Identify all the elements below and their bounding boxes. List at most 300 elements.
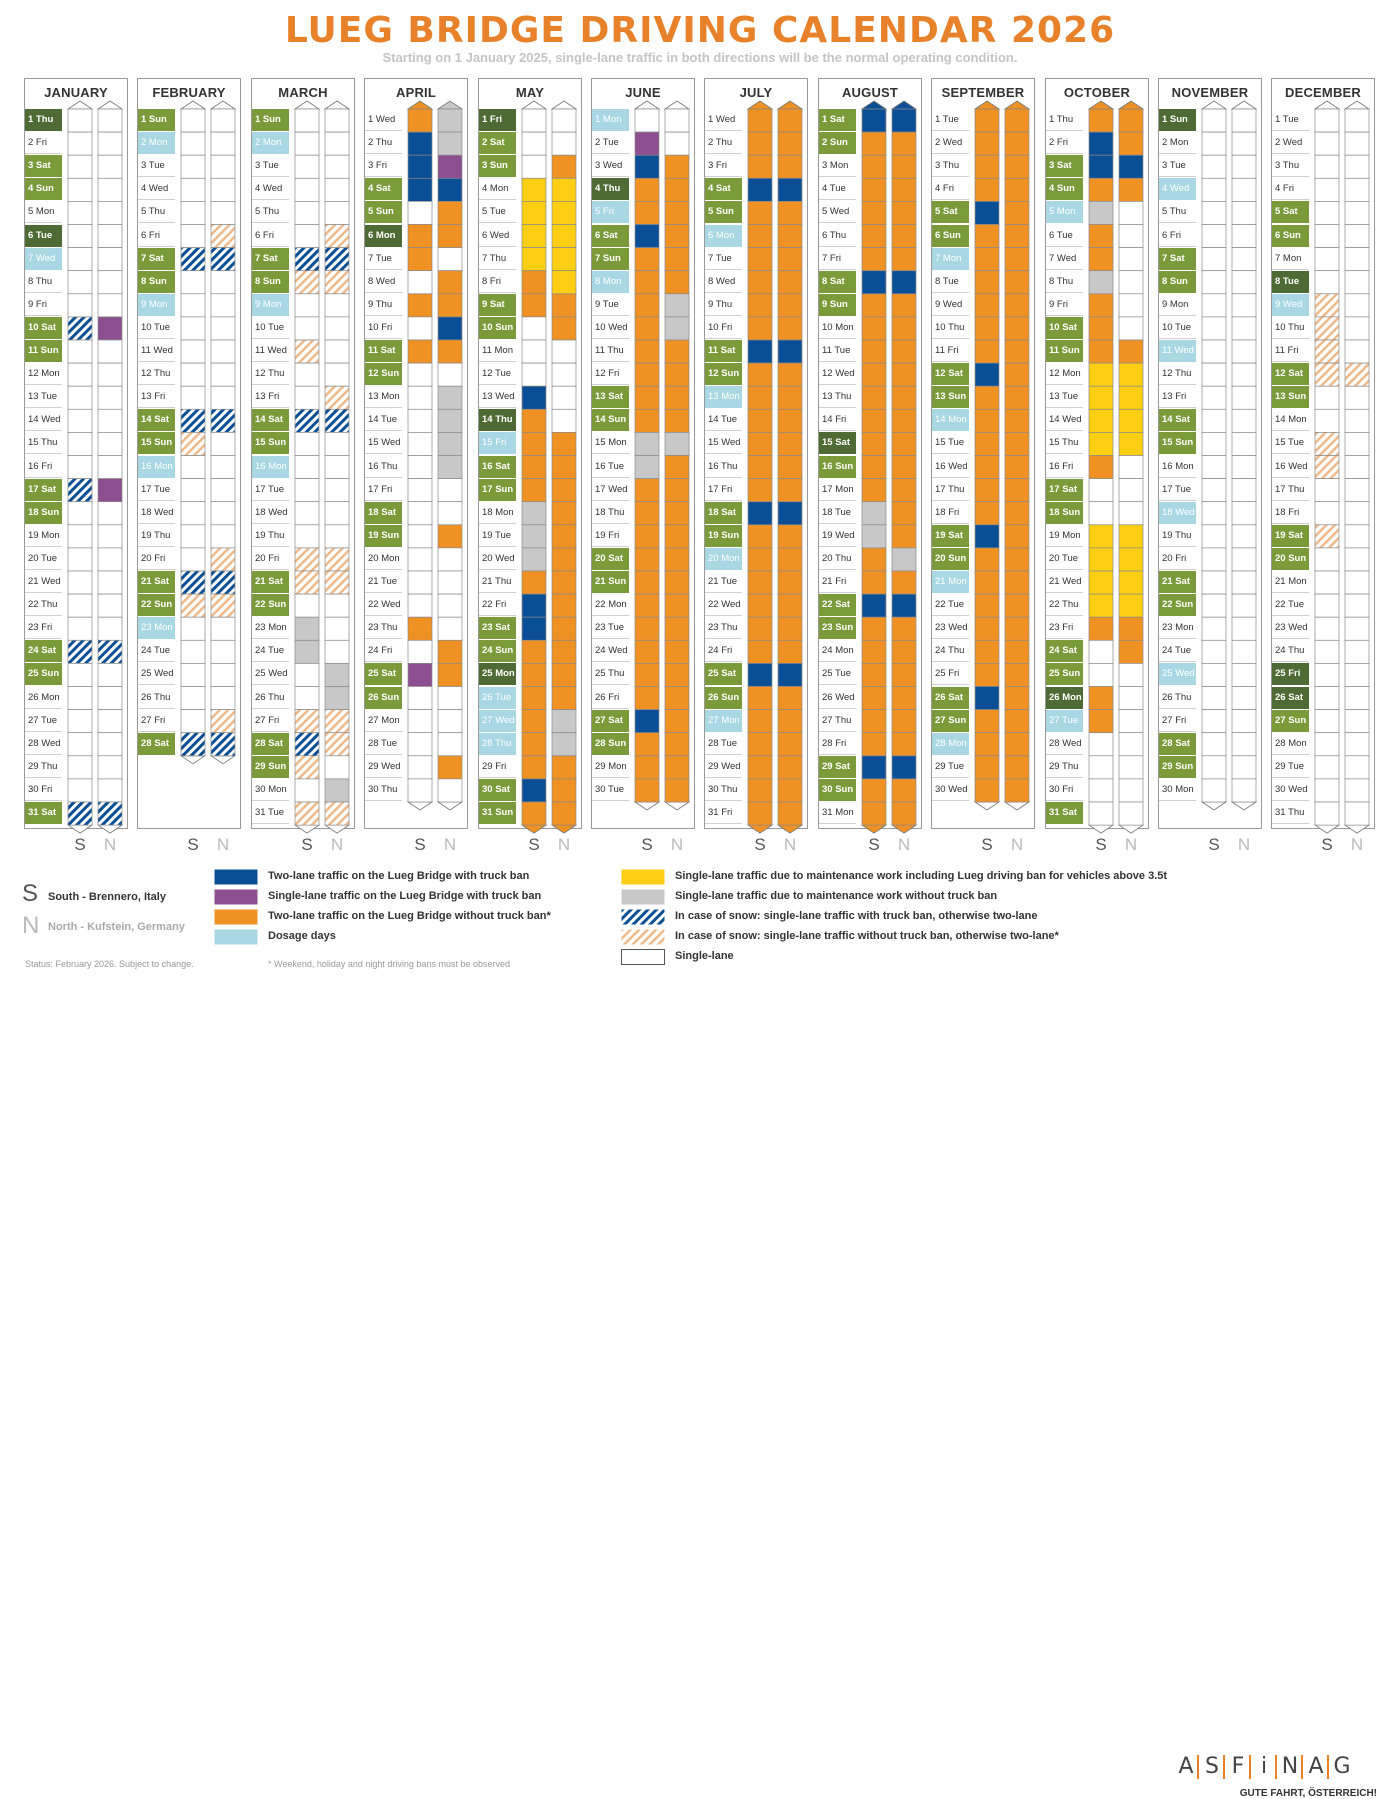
lane-cell-s [295,225,319,248]
lane-cell-s [181,132,205,155]
lane-cell-s [1202,432,1226,455]
day-label: 18 Sun [25,502,62,524]
day-label: 28 Tue [365,733,402,755]
lane-cell-n [552,663,576,686]
legend-swatch-fill [622,870,665,885]
lane-cell-n [1345,640,1369,663]
lane-cell-s [975,479,999,502]
day-label: 18 Thu [592,502,629,524]
day-label: 11 Sun [25,340,62,362]
lane-columns [1271,78,1375,848]
lane-cell-n [665,317,689,340]
day-label: 24 Sat [1046,640,1083,662]
lane-cell-n [892,640,916,663]
legend-label: Two-lane traffic on the Lueg Bridge without truck ban* [268,910,551,922]
page-subtitle: Starting on 1 January 2025, single-lane traffic in both directions will be the normal operating condition. [382,50,1018,65]
day-label: 12 Sat [1272,363,1309,385]
lane-cell-n [665,225,689,248]
lane-cell-n [665,155,689,178]
day-label: 21 Sat [1159,571,1196,593]
lane-columns [137,78,241,848]
day-label: 23 Thu [705,617,742,639]
lane-cell-n [1119,456,1143,479]
day-label: 19 Thu [1159,525,1196,547]
day-label: 27 Fri [1159,710,1196,732]
lane-cell-s [748,409,772,432]
day-label: 15 Tue [1272,432,1309,454]
day-label: 13 Fri [138,386,175,408]
day-label: 11 Mon [479,340,516,362]
day-label: 17 Mon [819,479,856,501]
lane-cell-n [1005,109,1029,132]
lane-cell-s [1089,340,1113,363]
lane-cell-s [975,456,999,479]
legend-swatch [214,909,258,925]
lane-cell-s [635,409,659,432]
lane-cell-s [295,363,319,386]
lane-columns [364,78,468,848]
day-label: 11 Wed [252,340,289,362]
day-label: 25 Wed [1159,663,1196,685]
lane-cell-s [635,663,659,686]
logo-letter: i [1253,1755,1277,1779]
lane-cell-s [1315,617,1339,640]
day-label: 22 Sun [1159,594,1196,616]
day-label: 3 Tue [252,155,289,177]
lane-cell-s [181,525,205,548]
day-label: 26 Thu [1159,687,1196,709]
day-label: 14 Sat [252,409,289,431]
day-label: 19 Tue [479,525,516,547]
lane-cell-n [892,687,916,710]
lane-cell-n [98,155,122,178]
day-label: 28 Mon [1272,733,1309,755]
lane-cell-n [1119,317,1143,340]
lane-cell-s [748,640,772,663]
day-label: 20 Sat [592,548,629,570]
lane-cell-n [892,155,916,178]
lane-cell-n [892,779,916,802]
lane-cell-n [892,317,916,340]
day-label: 14 Fri [819,409,856,431]
lane-cell-s [862,687,886,710]
lane-cell-n [438,386,462,409]
day-label: 31 Sat [1046,802,1083,824]
lane-cell-s [975,225,999,248]
lane-cell-n [1005,178,1029,201]
lane-cell-n [438,132,462,155]
day-label: 4 Mon [479,178,516,200]
lane-cell-s [522,201,546,224]
lane-bottom-cap-n [1345,825,1369,833]
lane-cell-n [665,294,689,317]
month-name: NOVEMBER [1171,85,1249,100]
lane-cell-s [295,710,319,733]
lane-cell-n [665,109,689,132]
day-label: 19 Mon [1046,525,1083,547]
day-label: 26 Thu [252,687,289,709]
direction-axis [818,835,922,859]
lane-bottom-cap-n [1005,802,1029,810]
lane-cell-n [778,687,802,710]
day-label: 18 Sat [705,502,742,524]
lane-bottom-cap-n [211,756,235,764]
lane-cell-n [438,294,462,317]
day-label: 29 Fri [479,756,516,778]
lane-cell-n [665,687,689,710]
lane-cell-n [98,687,122,710]
lane-cell-n [665,710,689,733]
lane-cell-s [1089,386,1113,409]
lane-cell-s [975,779,999,802]
lane-cell-n [438,248,462,271]
lane-cell-s [862,409,886,432]
lane-cell-s [522,594,546,617]
day-label: 29 Wed [365,756,402,778]
day-label: 23 Fri [25,617,62,639]
lane-cell-n [325,132,349,155]
lane-cell-s [295,571,319,594]
lane-cell-n [325,294,349,317]
lane-cell-s [862,640,886,663]
lane-cell-s [862,271,886,294]
lane-cell-s [1315,432,1339,455]
lane-cell-n [665,548,689,571]
lane-cell-s [862,710,886,733]
lane-cell-s [748,594,772,617]
day-label: 15 Mon [592,432,629,454]
lane-cell-s [1089,502,1113,525]
day-label: 23 Sat [479,617,516,639]
lane-cell-n [665,432,689,455]
day-label: 17 Tue [1159,479,1196,501]
legend-swatch [621,889,665,905]
lane-cell-s [1315,225,1339,248]
lane-cell-n [1345,386,1369,409]
day-label: 1 Thu [25,109,62,131]
day-label: 13 Fri [1159,386,1196,408]
month-march [251,78,355,828]
lane-cell-s [748,617,772,640]
lane-cell-n [1119,178,1143,201]
lane-cell-s [1202,687,1226,710]
lane-cell-s [862,502,886,525]
axis-north-label: N [1124,835,1138,854]
lane-cell-s [862,340,886,363]
day-label: 19 Sat [1272,525,1309,547]
lane-cell-n [1119,155,1143,178]
lane-cell-s [408,201,432,224]
lane-cell-n [552,502,576,525]
month-name: JANUARY [44,85,108,100]
lane-cell-s [181,340,205,363]
lane-columns [478,78,582,848]
day-label: 4 Tue [819,178,856,200]
day-label: 1 Sat [819,109,856,131]
day-label: 30 Tue [592,779,629,801]
lane-cell-n [892,802,916,825]
day-label: 27 Tue [25,710,62,732]
lane-cell-n [211,710,235,733]
lane-cell-n [438,479,462,502]
lane-cell-s [1202,409,1226,432]
lane-top-cap-n [778,101,802,109]
lane-cell-n [98,340,122,363]
day-label: 31 Sun [479,802,516,824]
day-label: 25 Thu [592,663,629,685]
lane-cell-s [181,432,205,455]
day-label: 3 Tue [138,155,175,177]
lane-bottom-cap-s [1315,825,1339,833]
lane-cell-n [778,456,802,479]
lane-cell-s [862,617,886,640]
day-label: 29 Wed [705,756,742,778]
axis-north-label: N [1237,835,1251,854]
lane-cell-s [862,201,886,224]
lane-cell-n [211,132,235,155]
lane-cell-n [778,640,802,663]
day-label: 6 Fri [138,225,175,247]
lane-cell-n [1345,663,1369,686]
lane-cell-s [1089,779,1113,802]
lane-cell-n [1232,456,1256,479]
lane-cell-s [975,502,999,525]
lane-cell-n [892,663,916,686]
day-label: 26 Sat [932,687,969,709]
day-label: 14 Thu [479,409,516,431]
lane-cell-n [778,271,802,294]
lane-cell-n [211,294,235,317]
lane-cell-s [975,640,999,663]
day-label: 4 Sat [365,178,402,200]
lane-cell-n [325,640,349,663]
axis-south-label: S [1321,835,1333,854]
lane-cell-n [1232,132,1256,155]
lane-cell-n [552,710,576,733]
lane-cell-s [1202,456,1226,479]
lane-top-cap-n [211,101,235,109]
lane-cell-n [552,294,576,317]
lane-cell-s [408,525,432,548]
lane-cell-n [552,756,576,779]
month-august [818,78,922,828]
day-label: 25 Sat [705,663,742,685]
lane-cell-n [325,617,349,640]
lane-cell-s [635,594,659,617]
lane-cell-n [665,525,689,548]
lane-cell-s [181,479,205,502]
lane-cell-s [748,109,772,132]
lane-cell-s [748,363,772,386]
day-label: 19 Sun [705,525,742,547]
lane-cell-n [211,663,235,686]
lane-bottom-cap-n [438,802,462,810]
lane-cell-n [1345,109,1369,132]
lane-cell-n [1005,409,1029,432]
day-label: 10 Fri [705,317,742,339]
lane-cell-n [211,271,235,294]
lane-cell-s [295,502,319,525]
lane-cell-s [408,178,432,201]
day-label: 6 Fri [252,225,289,247]
lane-cell-n [211,225,235,248]
day-label: 15 Tue [932,432,969,454]
lane-cell-n [211,363,235,386]
lane-cell-s [1315,363,1339,386]
day-label: 24 Sat [25,640,62,662]
day-label: 3 Fri [705,155,742,177]
lane-cell-s [181,201,205,224]
lane-cell-n [211,155,235,178]
lane-cell-s [635,317,659,340]
lane-cell-s [1202,594,1226,617]
lane-cell-s [635,386,659,409]
axis-south-label: S [641,835,653,854]
lane-cell-n [438,363,462,386]
legend-swatch-fill [622,930,665,945]
lane-cell-n [1119,617,1143,640]
day-label: 8 Wed [705,271,742,293]
lane-cell-n [1345,432,1369,455]
day-label: 25 Wed [138,663,175,685]
lane-cell-s [635,178,659,201]
day-label: 2 Tue [592,132,629,154]
lane-cell-s [181,710,205,733]
lane-cell-s [1202,201,1226,224]
day-label: 28 Tue [705,733,742,755]
lane-cell-s [181,409,205,432]
lane-cell-n [552,178,576,201]
lane-cell-n [211,456,235,479]
lane-cell-s [408,479,432,502]
lane-cell-s [862,155,886,178]
month-name: JUNE [625,85,661,100]
lane-top-cap-n [438,101,462,109]
lane-cell-s [975,340,999,363]
day-label: 21 Wed [1046,571,1083,593]
day-label: 30 Wed [1272,779,1309,801]
lane-cell-s [68,386,92,409]
axis-north-label: N [330,835,344,854]
axis-south-label: S [1095,835,1107,854]
lane-cell-n [1232,340,1256,363]
lane-cell-s [748,756,772,779]
day-label: 26 Tue [479,687,516,709]
lane-cell-s [522,548,546,571]
axis-north-label: N [1350,835,1364,854]
lane-cell-s [975,109,999,132]
lane-cell-n [892,340,916,363]
day-label: 13 Tue [1046,386,1083,408]
lane-cell-s [975,594,999,617]
day-label: 22 Sat [819,594,856,616]
lane-cell-s [181,571,205,594]
day-label: 7 Sat [138,248,175,270]
lane-cell-s [862,525,886,548]
direction-axis [24,835,128,859]
day-label: 31 Tue [252,802,289,824]
lane-cell-s [748,802,772,825]
lane-cell-n [1232,109,1256,132]
day-label: 25 Mon [479,663,516,685]
lane-cell-s [1202,155,1226,178]
lane-bottom-cap-n [778,825,802,833]
legend-swatch-fill [215,910,258,925]
lane-cell-s [635,571,659,594]
day-label: 1 Thu [1046,109,1083,131]
day-label: 23 Mon [138,617,175,639]
day-label: 23 Wed [1272,617,1309,639]
calendar-grid [0,0,1400,860]
day-label: 21 Thu [479,571,516,593]
day-label: 27 Sat [592,710,629,732]
lane-cell-n [665,502,689,525]
day-label: 23 Fri [1046,617,1083,639]
lane-cell-n [892,502,916,525]
lane-cell-s [635,294,659,317]
lane-cell-n [1119,802,1143,825]
day-label: 6 Sun [1272,225,1309,247]
lane-cell-n [552,271,576,294]
lane-cell-s [1315,201,1339,224]
lane-cell-n [552,617,576,640]
lane-cell-s [1202,663,1226,686]
lane-cell-s [1089,363,1113,386]
lane-cell-n [1119,502,1143,525]
lane-cell-n [892,710,916,733]
lane-cell-s [408,409,432,432]
legend-swatch [621,909,665,925]
lane-cell-n [1005,340,1029,363]
day-label: 13 Fri [252,386,289,408]
lane-cell-s [68,640,92,663]
lane-cell-s [748,525,772,548]
lane-cell-n [1232,155,1256,178]
lane-cell-s [522,456,546,479]
lane-cell-s [975,409,999,432]
lane-cell-s [975,201,999,224]
lane-top-cap-s [635,101,659,109]
lane-cell-s [862,779,886,802]
lane-cell-n [98,363,122,386]
lane-cell-s [1202,109,1226,132]
legend-swatch-fill [622,890,665,905]
day-label: 17 Fri [365,479,402,501]
lane-bottom-cap-n [98,825,122,833]
logo-letter: N [1279,1755,1303,1779]
month-april [364,78,468,828]
lane-bottom-cap-n [892,825,916,833]
lane-cell-n [1119,225,1143,248]
asfinag-logo [1175,1754,1380,1799]
lane-cell-n [892,571,916,594]
axis-north-label: N [1010,835,1024,854]
lane-cell-n [552,386,576,409]
day-label: 3 Thu [1272,155,1309,177]
day-label: 4 Sat [705,178,742,200]
day-label: 13 Mon [705,386,742,408]
logo-letter: F [1227,1755,1251,1779]
lane-cell-s [862,548,886,571]
day-label: 6 Fri [1159,225,1196,247]
lane-cell-s [522,386,546,409]
lane-cell-s [1315,779,1339,802]
lane-cell-s [408,733,432,756]
legend-label: In case of snow: single-lane traffic without truck ban, otherwise two-lane* [675,930,1059,942]
lane-cell-n [1345,548,1369,571]
lane-cell-n [552,225,576,248]
lane-cell-n [438,178,462,201]
